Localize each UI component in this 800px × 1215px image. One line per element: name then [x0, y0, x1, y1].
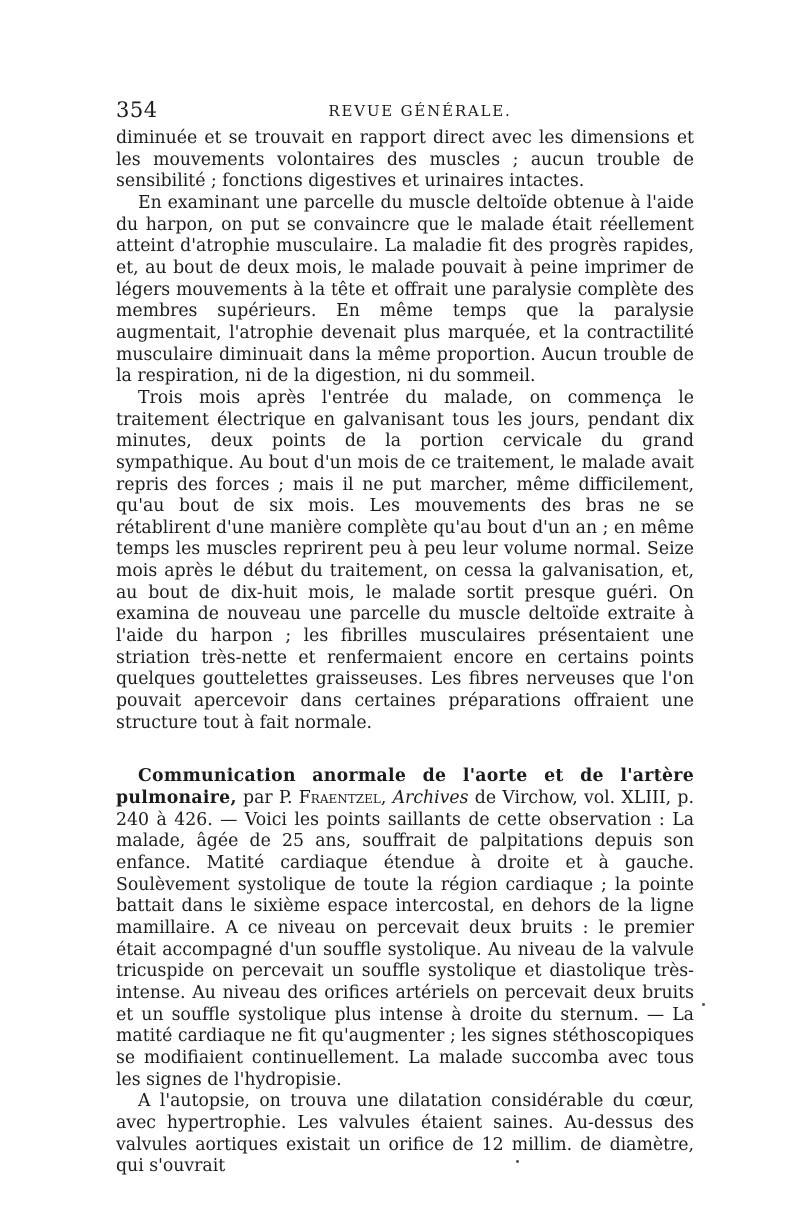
section-by: par P.: [236, 788, 299, 809]
running-title: REVUE GÉNÉRALE.: [328, 102, 512, 120]
page-header: [116, 98, 694, 122]
section-paragraph: [116, 766, 694, 1091]
ink-spot: [516, 1160, 519, 1163]
body-text: [116, 128, 694, 1178]
section-author: Fraentzel: [298, 788, 381, 809]
page-number: 354: [116, 98, 158, 122]
paragraph-autopsy: A l'autopsie, on trouva une dilatation considérable du cœur, avec hypertrophie. Les valvules étaient saines. Au-dessus des valvules aortiques existait un orifice de 12 millim. de diamètre, qui s'ouvrait: [116, 1091, 694, 1177]
paragraph-biopsy: En examinant une parcelle du muscle deltoïde obtenue à l'aide du harpon, on put se convaincre que le malade était réellement atteint d'atrophie musculaire. La maladie fit des progrès rapides, et, au bout de deux mois, le malade pouvait à peine imprimer de légers mouvements à la tête et offrait une paralysie complète des membres supérieurs. En même temps que la paralysie augmentait, l'atrophie devenait plus marquée, et la contractilité musculaire diminuait dans la même proportion. Aucun trouble de la respiration, ni de la digestion, ni du sommeil.: [116, 192, 694, 387]
paragraph-treatment: Trois mois après l'entrée du malade, on commença le traitement électrique en galvanisant tous les jours, pendant dix minutes, deux points de la portion cervicale du grand sympathique. Au bout d'un mois de ce traitement, le malade avait repris des forces ; mais il ne put marcher, même difficilement, qu'au bout de six mois. Les mouvements des bras ne se rétablirent d'une manière complète qu'au bout d'un an ; en même temps les muscles reprirent peu à peu leur volume normal. Seize mois après le début du traitement, on cessa la galvanisation, et, au bout de dix-huit mois, le malade sortit presque guéri. On examina de nouveau une parcelle du muscle deltoïde extraite à l'aide du harpon ; les fibrilles musculaires présentaient une striation très-nette et renfermaient encore en certains points quelques gouttelettes graisseuses. Les fibres nerveuses que l'on pouvait apercevoir dans certaines préparations offraient une structure tout à fait normale.: [116, 387, 694, 733]
paragraph-continuation: diminuée et se trouvait en rapport direct avec les dimensions et les mouvements volontaires des muscles ; aucun trouble de sensibilité ; fonctions digestives et urinaires intactes.: [116, 128, 694, 192]
section-source-text: de Virchow, vol. XLIII, p. 240 à 426. — Voici les points saillants de cette observation : La malade, âgée de 25 ans, souffrait de palpitations depuis son enfance. Matité cardiaque étendue à droite et à gauche. Soulèvement systolique de toute la région cardiaque ; la pointe battait dans le sixième espace intercostal, en dehors de la ligne mamillaire. A ce niveau on percevait deux bruits : le premier était accompagné d'un souffle systolique. Au niveau de la valvule tricuspide on percevait un souffle systolique et diastolique très-intense. Au niveau des orifices artériels on percevait deux bruits et un souffle systolique plus intense à droite du sternum. — La matité cardiaque ne fit qu'augmenter ; les signes stéthoscopiques se modifiaient continuellement. La malade succomba avec tous les signes de l'hydropisie.: [116, 788, 694, 1090]
section-gap: [116, 734, 694, 766]
section-sep: ,: [380, 788, 393, 809]
section-journal: Archives: [392, 788, 469, 809]
ink-spot: [702, 1003, 705, 1006]
section-title: Communication anormale de l'aorte et de l'artère pulmonaire,: [116, 766, 694, 809]
